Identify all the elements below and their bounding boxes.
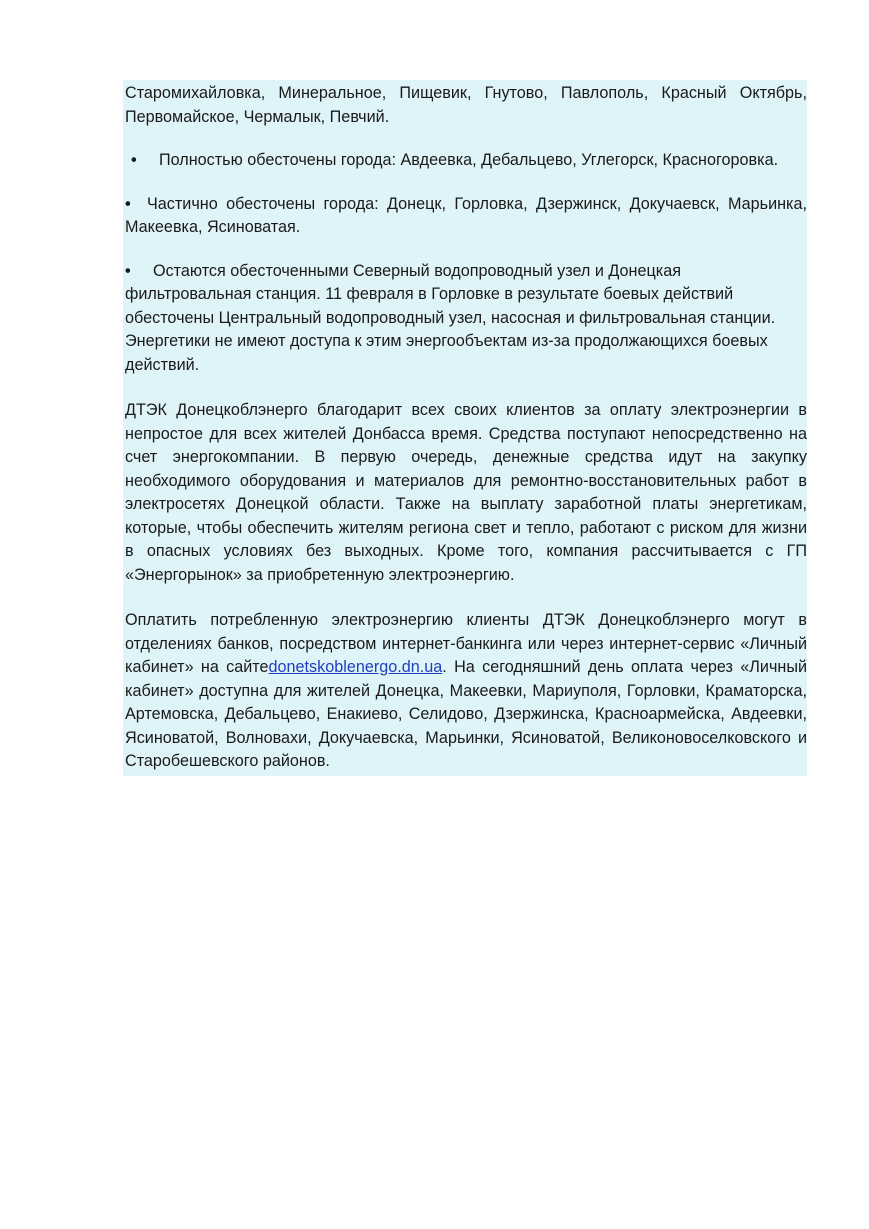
bullet-text-2: Частично обесточены города: Донецк, Горловка, Дзержинск, Докучаевск, Марьинка, Макеевка, Ясиноватая. <box>125 194 807 236</box>
spacer <box>125 377 807 399</box>
bullet-icon: • <box>125 261 131 280</box>
highlighted-text-block <box>123 80 807 776</box>
spacer <box>125 173 807 193</box>
thanks-paragraph: ДТЭК Донецкоблэнерго благодарит всех своих клиентов за оплату электроэнергии в непростое для всех жителей Донбасса время. Средства поступают непосредственно на счет энергокомпании. В первую очередь, денежные средства идут на закупку необходимого оборудования и материалов для ремонтно-восстановительных работ в электросетях Донецкой области. Также на выплату заработной платы энергетикам, которые, чтобы обеспечить жителям региона свет и тепло, работают с риском для жизни в опасных условиях без выходных. Кроме того, компания рассчитывается с ГП «Энергорынок» за приобретенную электроэнергию. <box>125 401 807 584</box>
payment-text-after-link: . На сегодняшний день оплата через «Личный кабинет» доступна для жителей Донецка, Макеевки, Мариуполя, Горловки, Краматорска, Артемовска, Дебальцево, Енакиево, Селидово, Дзержинска, Красноармейска, Авдеевки, Ясиноватой, Волновахи, Докучаевска, Марьинки, Ясиноватой, Великоновоселковского и Старобешевского районов. <box>125 658 807 770</box>
website-link[interactable]: donetskoblenergo.dn.ua <box>268 658 443 676</box>
bullet-icon: • <box>125 194 131 213</box>
intro-paragraph: Старомихайловка, Минеральное, Пищевик, Гнутово, Павлополь, Красный Октябрь, Первомайское, Чермалык, Певчий. <box>125 84 807 126</box>
spacer <box>125 129 807 149</box>
bullet-item-2 <box>125 193 807 240</box>
spacer <box>125 240 807 260</box>
bullet-text-1: Полностью обесточены города: Авдеевка, Дебальцево, Углегорск, Красногоровка. <box>159 151 779 169</box>
payment-paragraph <box>125 609 807 774</box>
spacer <box>125 587 807 609</box>
bullet-item-1 <box>125 149 807 173</box>
bullet-text-3: Остаются обесточенными Северный водопроводный узел и Донецкая фильтровальная станция. 11 февраля в Горловке в результате боевых действий обесточены Центральный водопроводный узел, насосная и фильтровальная станции. Энергетики не имеют доступа к этим энергообъектам из-за продолжающихся боевых действий. <box>125 261 776 374</box>
bullet-item-3 <box>125 260 807 378</box>
payment-text-before-link: Оплатить потребленную электроэнергию клиенты ДТЭК Донецкоблэнерго могут в отделениях банков, посредством интернет-банкинга или через интернет-сервис «Личный кабинет» на сайте <box>125 611 807 676</box>
bullet-icon: • <box>131 151 137 169</box>
